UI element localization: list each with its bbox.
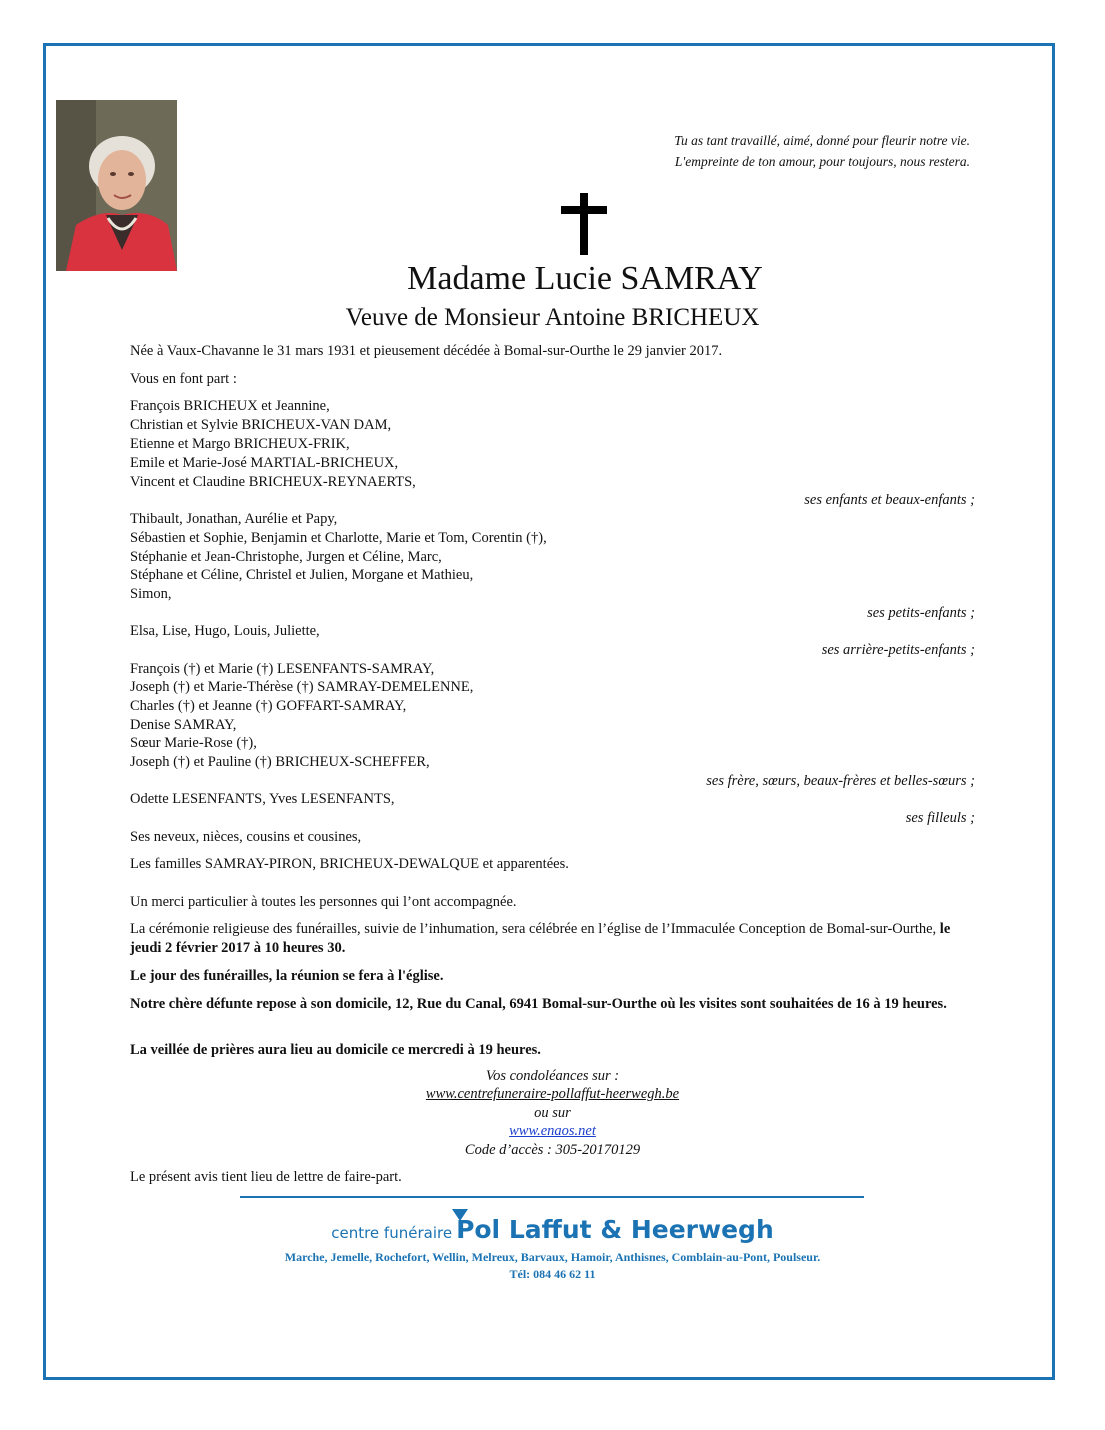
divider xyxy=(240,1196,864,1198)
epigraph-line: Tu as tant travaillé, aimé, donné pour fleurir notre vie. xyxy=(674,133,970,148)
access-code: Code d’accès : 305-20170129 xyxy=(464,1142,641,1158)
ceremony-text: La cérémonie religieuse des funérailles, suivie de l’inhumation, sera célébrée en l’église de l’Immaculée Conception de Bomal-sur-Ourthe, xyxy=(130,921,937,937)
list-item: Joseph (†) et Pauline (†) BRICHEUX-SCHEFFER, xyxy=(130,754,430,770)
list-item: François (†) et Marie (†) LESENFANTS-SAMRAY, xyxy=(130,661,435,677)
enaos-link[interactable] xyxy=(0,1122,1105,1141)
list-item: Odette LESENFANTS, Yves LESENFANTS, xyxy=(130,791,395,807)
families: Les familles SAMRAY-PIRON, BRICHEUX-DEWALQUE et apparentées. xyxy=(130,856,569,872)
epigraph xyxy=(674,130,970,172)
list-item: Stéphanie et Jean-Christophe, Jurgen et Céline, Marc, xyxy=(130,549,442,565)
list-item: Charles (†) et Jeanne (†) GOFFART-SAMRAY, xyxy=(130,698,407,714)
meeting: Le jour des funérailles, la réunion se fera à l'église. xyxy=(130,968,444,984)
logo-name: Pol Laffut & Heerwegh xyxy=(456,1215,774,1244)
condolences-site-link-text[interactable]: www.centrefuneraire-pollaffut-heerwegh.be xyxy=(425,1086,680,1102)
siblings-label: ses frère, sœurs, beaux-frères et belles-sœurs ; xyxy=(706,773,975,789)
funeral-home-places: Marche, Jemelle, Rochefort, Wellin, Melreux, Barvaux, Hamoir, Anthisnes, Comblain-au-Pont, Poulseur. xyxy=(284,1250,821,1264)
condolences-site-link[interactable] xyxy=(0,1085,1105,1104)
deceased-name: Madame Lucie SAMRAY xyxy=(407,260,763,297)
list-item: Simon, xyxy=(130,586,172,602)
list-item: Etienne et Margo BRICHEUX-FRIK, xyxy=(130,436,350,452)
grandchildren-label: ses petits-enfants ; xyxy=(867,605,975,621)
children-label: ses enfants et beaux-enfants ; xyxy=(804,492,975,508)
list-item: Emile et Marie-José MARTIAL-BRICHEUX, xyxy=(130,455,399,471)
cross-icon xyxy=(561,193,607,255)
list-item: Denise SAMRAY, xyxy=(130,717,237,733)
list-item: Sébastien et Sophie, Benjamin et Charlotte, Marie et Tom, Corentin (†), xyxy=(130,530,547,546)
ceremony xyxy=(130,920,975,958)
list-item: Stéphane et Céline, Christel et Julien, Morgane et Mathieu, xyxy=(130,567,474,583)
rest-place: Notre chère défunte repose à son domicile, 12, Rue du Canal, 6941 Bomal-sur-Ourthe où les visites sont souhaitées de 16 à 19 heures. xyxy=(130,996,947,1012)
enaos-link-text[interactable]: www.enaos.net xyxy=(509,1123,596,1139)
funeral-home-logo xyxy=(0,1215,1105,1244)
list-item: Elsa, Lise, Hugo, Louis, Juliette, xyxy=(130,623,320,639)
list-item: François BRICHEUX et Jeannine, xyxy=(130,398,330,414)
ceremony-date: le jeudi 2 février 2017 à 10 heures 30. xyxy=(130,921,951,956)
vigil: La veillée de prières aura lieu au domicile ce mercredi à 19 heures. xyxy=(130,1042,541,1058)
list-item: Joseph (†) et Marie-Thérèse (†) SAMRAY-DEMELENNE, xyxy=(130,679,474,695)
logo-prefix: centre funéraire xyxy=(331,1224,453,1242)
list-item: Christian et Sylvie BRICHEUX-VAN DAM, xyxy=(130,417,392,433)
notice: Le présent avis tient lieu de lettre de faire-part. xyxy=(130,1169,402,1185)
nephews: Ses neveux, nièces, cousins et cousines, xyxy=(130,829,362,845)
portrait-photo xyxy=(56,100,177,271)
funeral-home-phone: Tél: 084 46 62 11 xyxy=(509,1267,596,1281)
condolences-or: ou sur xyxy=(534,1105,571,1121)
thanks: Un merci particulier à toutes les personnes qui l’ont accompagnée. xyxy=(130,894,517,910)
list-item: Sœur Marie-Rose (†), xyxy=(130,735,257,751)
great-grandchildren-label: ses arrière-petits-enfants ; xyxy=(821,642,975,658)
announce: Vous en font part : xyxy=(130,371,237,387)
widow-of: Veuve de Monsieur Antoine BRICHEUX xyxy=(345,304,760,331)
epigraph-line: L'empreinte de ton amour, pour toujours, nous restera. xyxy=(674,154,970,169)
godchildren-label: ses filleuls ; xyxy=(905,810,975,826)
list-item: Thibault, Jonathan, Aurélie et Papy, xyxy=(130,511,338,527)
condolences-intro: Vos condoléances sur : xyxy=(485,1068,620,1084)
list-item: Vincent et Claudine BRICHEUX-REYNAERTS, xyxy=(130,474,416,490)
birth-death: Née à Vaux-Chavanne le 31 mars 1931 et pieusement décédée à Bomal-sur-Ourthe le 29 janvier 2017. xyxy=(130,343,723,359)
